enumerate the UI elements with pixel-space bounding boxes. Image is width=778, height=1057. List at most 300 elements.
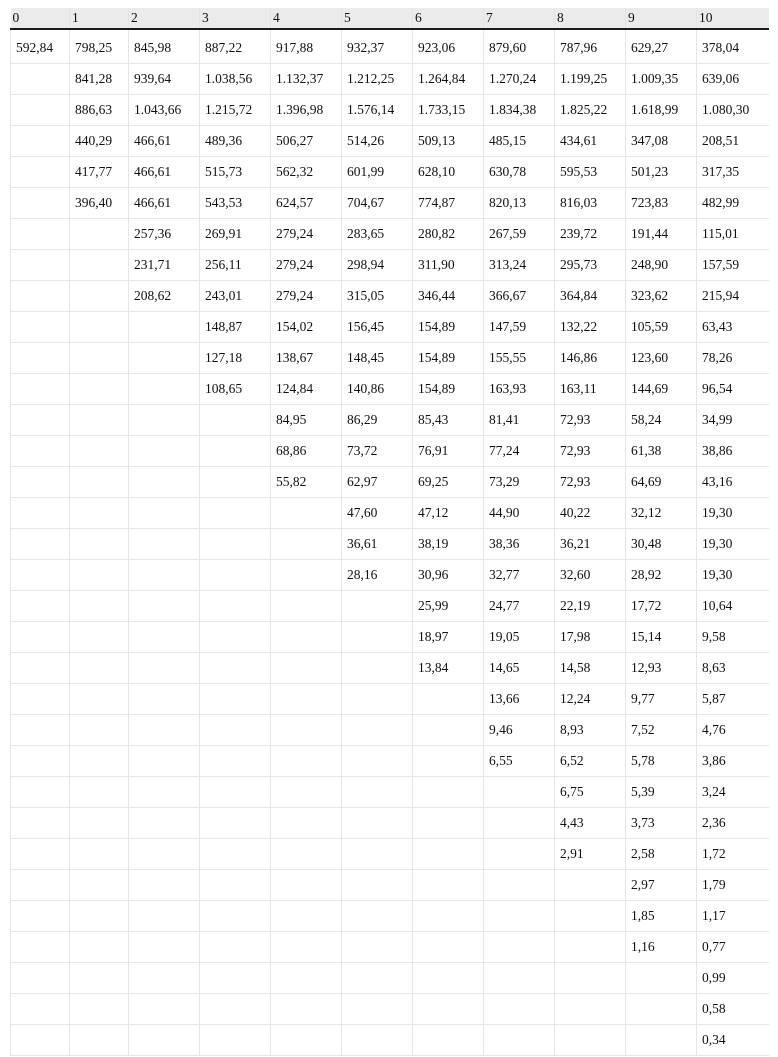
- table-cell: 601,99: [342, 157, 413, 188]
- table-row: [11, 157, 769, 188]
- table-cell: [70, 715, 129, 746]
- table-cell: 30,96: [413, 560, 484, 591]
- table-cell: 147,59: [484, 312, 555, 343]
- table-cell: [271, 653, 342, 684]
- table-cell: [11, 901, 70, 932]
- table-row: [11, 312, 769, 343]
- table-cell: [271, 808, 342, 839]
- table-cell: 939,64: [129, 64, 200, 95]
- table-cell: [70, 343, 129, 374]
- table-cell: [11, 95, 70, 126]
- table-cell: 923,06: [413, 29, 484, 64]
- table-cell: [70, 870, 129, 901]
- table-cell: 62,97: [342, 467, 413, 498]
- table-cell: 267,59: [484, 219, 555, 250]
- table-cell: [70, 374, 129, 405]
- table-cell: [200, 529, 271, 560]
- table-cell: [129, 498, 200, 529]
- table-cell: [11, 808, 70, 839]
- table-cell: 315,05: [342, 281, 413, 312]
- table-cell: 1.733,15: [413, 95, 484, 126]
- table-row: [11, 1025, 769, 1056]
- column-header-4: 4: [271, 8, 342, 29]
- table-cell: 1.576,14: [342, 95, 413, 126]
- table-cell: 482,99: [697, 188, 769, 219]
- table-cell: 61,38: [626, 436, 697, 467]
- table-cell: [200, 715, 271, 746]
- table-cell: [200, 963, 271, 994]
- table-cell: 630,78: [484, 157, 555, 188]
- table-cell: [200, 870, 271, 901]
- column-header-2: 2: [129, 8, 200, 29]
- table-cell: 44,90: [484, 498, 555, 529]
- table-cell: 127,18: [200, 343, 271, 374]
- table-cell: [11, 219, 70, 250]
- table-cell: [342, 839, 413, 870]
- table-cell: 38,19: [413, 529, 484, 560]
- table-cell: 1.264,84: [413, 64, 484, 95]
- table-cell: [11, 467, 70, 498]
- table-cell: [271, 622, 342, 653]
- table-cell: 157,59: [697, 250, 769, 281]
- table-cell: 5,78: [626, 746, 697, 777]
- table-row: [11, 219, 769, 250]
- table-cell: 8,93: [555, 715, 626, 746]
- table-cell: [70, 560, 129, 591]
- table-cell: [271, 560, 342, 591]
- table-cell: [129, 529, 200, 560]
- table-cell: [200, 560, 271, 591]
- column-header-5: 5: [342, 8, 413, 29]
- table-cell: 154,02: [271, 312, 342, 343]
- table-cell: [484, 839, 555, 870]
- table-cell: 243,01: [200, 281, 271, 312]
- table-cell: [626, 1025, 697, 1056]
- table-cell: [200, 684, 271, 715]
- table-cell: [271, 498, 342, 529]
- table-cell: [11, 994, 70, 1025]
- table-cell: [342, 777, 413, 808]
- table-cell: 81,41: [484, 405, 555, 436]
- table-cell: [413, 963, 484, 994]
- table-cell: [342, 715, 413, 746]
- table-cell: 0,34: [697, 1025, 769, 1056]
- table-cell: 798,25: [70, 29, 129, 64]
- table-cell: 144,69: [626, 374, 697, 405]
- table-cell: [413, 994, 484, 1025]
- table-cell: [200, 839, 271, 870]
- table-cell: [70, 405, 129, 436]
- table-cell: 231,71: [129, 250, 200, 281]
- table-cell: 485,15: [484, 126, 555, 157]
- table-cell: 9,58: [697, 622, 769, 653]
- table-cell: [271, 839, 342, 870]
- table-cell: 3,24: [697, 777, 769, 808]
- table-cell: 19,30: [697, 498, 769, 529]
- table-cell: 77,24: [484, 436, 555, 467]
- table-cell: 13,66: [484, 684, 555, 715]
- table-cell: [129, 994, 200, 1025]
- table-cell: [129, 591, 200, 622]
- table-cell: 63,43: [697, 312, 769, 343]
- table-cell: [70, 281, 129, 312]
- table-cell: 9,46: [484, 715, 555, 746]
- table-cell: [200, 808, 271, 839]
- table-cell: [70, 963, 129, 994]
- table-cell: [70, 436, 129, 467]
- table-cell: [342, 901, 413, 932]
- table-cell: 19,30: [697, 529, 769, 560]
- table-cell: [271, 777, 342, 808]
- table-cell: 28,16: [342, 560, 413, 591]
- table-cell: [342, 622, 413, 653]
- table-cell: 396,40: [70, 188, 129, 219]
- table-cell: 154,89: [413, 312, 484, 343]
- table-cell: [129, 932, 200, 963]
- table-cell: 2,58: [626, 839, 697, 870]
- table-header-row: [11, 8, 769, 29]
- table-cell: [271, 591, 342, 622]
- table-cell: [70, 1025, 129, 1056]
- column-header-3: 3: [200, 8, 271, 29]
- table-cell: 36,21: [555, 529, 626, 560]
- table-cell: [11, 436, 70, 467]
- table-cell: 1.215,72: [200, 95, 271, 126]
- table-cell: 78,26: [697, 343, 769, 374]
- table-cell: 34,99: [697, 405, 769, 436]
- table-cell: 146,86: [555, 343, 626, 374]
- table-cell: [70, 250, 129, 281]
- table-cell: 68,86: [271, 436, 342, 467]
- table-cell: 311,90: [413, 250, 484, 281]
- table-cell: [11, 343, 70, 374]
- table-cell: 543,53: [200, 188, 271, 219]
- table-cell: [11, 653, 70, 684]
- table-cell: 1.199,25: [555, 64, 626, 95]
- table-cell: 0,77: [697, 932, 769, 963]
- table-cell: 13,84: [413, 653, 484, 684]
- table-cell: 69,25: [413, 467, 484, 498]
- column-header-7: 7: [484, 8, 555, 29]
- table-cell: 323,62: [626, 281, 697, 312]
- table-cell: 64,69: [626, 467, 697, 498]
- table-row: [11, 932, 769, 963]
- table-cell: [129, 560, 200, 591]
- table-cell: [271, 901, 342, 932]
- table-cell: [129, 436, 200, 467]
- table-cell: [70, 529, 129, 560]
- table-cell: [70, 839, 129, 870]
- table-cell: [342, 808, 413, 839]
- column-header-10: 10: [697, 8, 769, 29]
- table-cell: 132,22: [555, 312, 626, 343]
- table-cell: [129, 963, 200, 994]
- table-cell: 239,72: [555, 219, 626, 250]
- table-cell: [70, 467, 129, 498]
- table-cell: [200, 498, 271, 529]
- table-cell: 295,73: [555, 250, 626, 281]
- table-cell: 417,77: [70, 157, 129, 188]
- table-cell: [626, 963, 697, 994]
- table-cell: 47,12: [413, 498, 484, 529]
- table-cell: [70, 808, 129, 839]
- table-cell: 886,63: [70, 95, 129, 126]
- table-cell: 156,45: [342, 312, 413, 343]
- table-row: [11, 684, 769, 715]
- table-cell: [200, 622, 271, 653]
- table-cell: [129, 405, 200, 436]
- table-cell: 5,39: [626, 777, 697, 808]
- table-cell: [11, 622, 70, 653]
- table-row: [11, 498, 769, 529]
- table-cell: 76,91: [413, 436, 484, 467]
- table-cell: 72,93: [555, 467, 626, 498]
- table-cell: 17,98: [555, 622, 626, 653]
- table-cell: [70, 653, 129, 684]
- table-cell: 787,96: [555, 29, 626, 64]
- table-cell: 38,36: [484, 529, 555, 560]
- table-cell: 248,90: [626, 250, 697, 281]
- table-cell: 279,24: [271, 281, 342, 312]
- table-cell: [200, 467, 271, 498]
- table-cell: 148,87: [200, 312, 271, 343]
- table-cell: 55,82: [271, 467, 342, 498]
- table-row: [11, 126, 769, 157]
- table-cell: 879,60: [484, 29, 555, 64]
- table-cell: [484, 963, 555, 994]
- table-cell: 7,52: [626, 715, 697, 746]
- table-cell: [11, 963, 70, 994]
- table-cell: 155,55: [484, 343, 555, 374]
- table-cell: [342, 746, 413, 777]
- table-cell: 1.825,22: [555, 95, 626, 126]
- table-cell: 298,94: [342, 250, 413, 281]
- table-cell: [342, 684, 413, 715]
- table-cell: 84,95: [271, 405, 342, 436]
- table-cell: 723,83: [626, 188, 697, 219]
- table-cell: 43,16: [697, 467, 769, 498]
- table-cell: 489,36: [200, 126, 271, 157]
- table-cell: [11, 560, 70, 591]
- table-cell: 629,27: [626, 29, 697, 64]
- table-cell: 138,67: [271, 343, 342, 374]
- table-cell: 163,93: [484, 374, 555, 405]
- table-cell: [129, 622, 200, 653]
- table-cell: 72,93: [555, 436, 626, 467]
- table-cell: [626, 994, 697, 1025]
- table-row: [11, 870, 769, 901]
- table-cell: 85,43: [413, 405, 484, 436]
- table-cell: 1.270,24: [484, 64, 555, 95]
- table-cell: [484, 808, 555, 839]
- table-row: [11, 343, 769, 374]
- table-row: [11, 250, 769, 281]
- table-cell: 154,89: [413, 343, 484, 374]
- table-cell: 1.834,38: [484, 95, 555, 126]
- table-row: [11, 808, 769, 839]
- table-cell: 466,61: [129, 157, 200, 188]
- table-cell: 10,64: [697, 591, 769, 622]
- table-cell: 256,11: [200, 250, 271, 281]
- table-cell: 0,58: [697, 994, 769, 1025]
- table-cell: 0,99: [697, 963, 769, 994]
- table-cell: 1,16: [626, 932, 697, 963]
- table-cell: 28,92: [626, 560, 697, 591]
- table-cell: 17,72: [626, 591, 697, 622]
- table-cell: 15,14: [626, 622, 697, 653]
- table-cell: 1.132,37: [271, 64, 342, 95]
- table-cell: [413, 870, 484, 901]
- table-cell: 72,93: [555, 405, 626, 436]
- table-cell: [200, 405, 271, 436]
- table-cell: [129, 901, 200, 932]
- table-cell: 466,61: [129, 126, 200, 157]
- table-cell: 1,17: [697, 901, 769, 932]
- table-cell: [70, 777, 129, 808]
- table-row: [11, 653, 769, 684]
- table-cell: 19,05: [484, 622, 555, 653]
- table-cell: [129, 343, 200, 374]
- table-cell: [484, 870, 555, 901]
- table-cell: [271, 684, 342, 715]
- table-row: [11, 560, 769, 591]
- table-row: [11, 29, 769, 64]
- table-cell: [11, 715, 70, 746]
- table-cell: 12,24: [555, 684, 626, 715]
- table-cell: [70, 684, 129, 715]
- table-cell: 4,76: [697, 715, 769, 746]
- table-cell: [11, 684, 70, 715]
- table-cell: 108,65: [200, 374, 271, 405]
- table-cell: [555, 1025, 626, 1056]
- table-cell: [413, 684, 484, 715]
- table-cell: 1,72: [697, 839, 769, 870]
- table-cell: [271, 715, 342, 746]
- table-cell: [200, 591, 271, 622]
- table-cell: [129, 374, 200, 405]
- table-cell: 32,12: [626, 498, 697, 529]
- table-cell: [271, 963, 342, 994]
- table-cell: 105,59: [626, 312, 697, 343]
- data-table: [10, 8, 769, 1056]
- table-row: [11, 467, 769, 498]
- table-cell: [129, 746, 200, 777]
- table-cell: [129, 839, 200, 870]
- table-cell: 841,28: [70, 64, 129, 95]
- table-cell: [413, 839, 484, 870]
- table-cell: [413, 715, 484, 746]
- table-cell: [70, 746, 129, 777]
- table-cell: 40,22: [555, 498, 626, 529]
- table-cell: 96,54: [697, 374, 769, 405]
- table-cell: [11, 746, 70, 777]
- table-cell: 1.618,99: [626, 95, 697, 126]
- table-cell: 1.212,25: [342, 64, 413, 95]
- table-cell: 317,35: [697, 157, 769, 188]
- table-row: [11, 95, 769, 126]
- table-row: [11, 405, 769, 436]
- table-cell: 1.009,35: [626, 64, 697, 95]
- table-cell: 2,36: [697, 808, 769, 839]
- table-cell: [70, 994, 129, 1025]
- table-cell: 515,73: [200, 157, 271, 188]
- table-row: [11, 901, 769, 932]
- table-cell: [129, 777, 200, 808]
- table-cell: 514,26: [342, 126, 413, 157]
- table-cell: [70, 932, 129, 963]
- table-cell: [484, 994, 555, 1025]
- table-cell: [271, 1025, 342, 1056]
- table-cell: 1.038,56: [200, 64, 271, 95]
- table-cell: 1.080,30: [697, 95, 769, 126]
- table-cell: [271, 746, 342, 777]
- table-cell: [129, 1025, 200, 1056]
- table-cell: 501,23: [626, 157, 697, 188]
- table-cell: 163,11: [555, 374, 626, 405]
- table-row: [11, 963, 769, 994]
- table-cell: 3,86: [697, 746, 769, 777]
- table-cell: 191,44: [626, 219, 697, 250]
- table-cell: 47,60: [342, 498, 413, 529]
- table-cell: 58,24: [626, 405, 697, 436]
- table-cell: [129, 684, 200, 715]
- table-cell: 704,67: [342, 188, 413, 219]
- table-cell: [200, 1025, 271, 1056]
- table-cell: 1,79: [697, 870, 769, 901]
- table-cell: 845,98: [129, 29, 200, 64]
- table-cell: 466,61: [129, 188, 200, 219]
- table-cell: 917,88: [271, 29, 342, 64]
- table-cell: 364,84: [555, 281, 626, 312]
- table-cell: 215,94: [697, 281, 769, 312]
- table-cell: [413, 901, 484, 932]
- column-header-6: 6: [413, 8, 484, 29]
- table-cell: 313,24: [484, 250, 555, 281]
- table-cell: 86,29: [342, 405, 413, 436]
- table-cell: 24,77: [484, 591, 555, 622]
- table-cell: 509,13: [413, 126, 484, 157]
- table-cell: [413, 808, 484, 839]
- table-cell: [70, 498, 129, 529]
- table-cell: 1.396,98: [271, 95, 342, 126]
- table-cell: [555, 870, 626, 901]
- table-cell: [271, 994, 342, 1025]
- table-body: [11, 29, 769, 1056]
- table-cell: 208,62: [129, 281, 200, 312]
- table-cell: [70, 219, 129, 250]
- table-cell: 18,97: [413, 622, 484, 653]
- table-cell: [11, 777, 70, 808]
- table-cell: [129, 808, 200, 839]
- table-cell: 5,87: [697, 684, 769, 715]
- table-cell: 25,99: [413, 591, 484, 622]
- table-cell: 30,48: [626, 529, 697, 560]
- table-cell: [11, 281, 70, 312]
- table-cell: [129, 870, 200, 901]
- table-cell: [11, 250, 70, 281]
- table-row: [11, 746, 769, 777]
- table-cell: 124,84: [271, 374, 342, 405]
- table-cell: 592,84: [11, 29, 70, 64]
- table-row: [11, 839, 769, 870]
- table-cell: [342, 1025, 413, 1056]
- table-cell: [11, 839, 70, 870]
- table-cell: [200, 436, 271, 467]
- column-header-9: 9: [626, 8, 697, 29]
- table-cell: 366,67: [484, 281, 555, 312]
- table-cell: 820,13: [484, 188, 555, 219]
- table-cell: [11, 157, 70, 188]
